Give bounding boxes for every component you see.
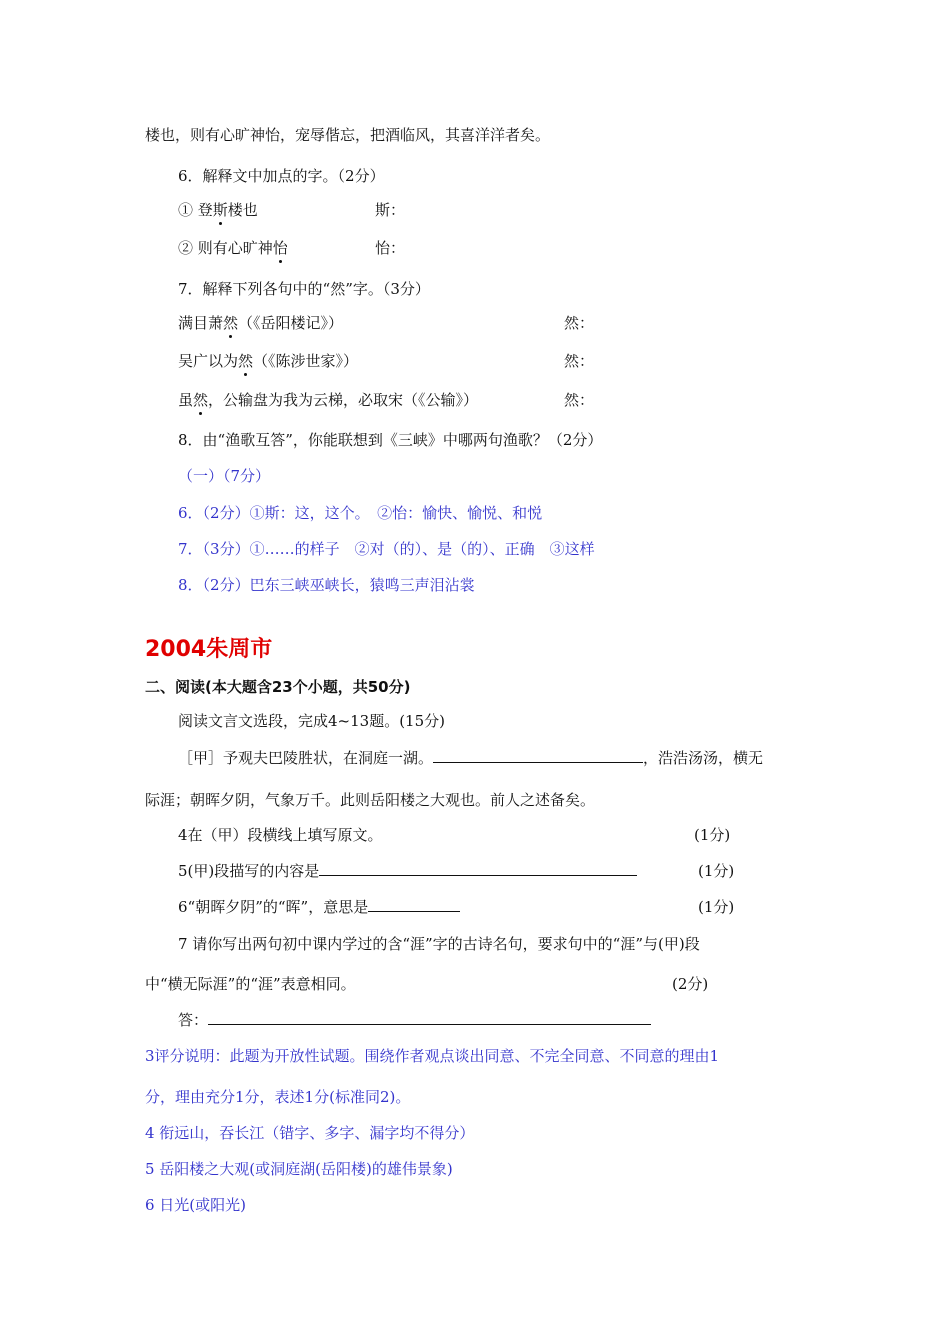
q7b-text-line1: 7 请你写出两句初中课内学过的含“涯”字的古诗名句，要求句中的“涯”与(甲)段 xyxy=(178,935,700,953)
q7-sentence-2 xyxy=(178,351,358,371)
q5-row xyxy=(178,861,637,881)
q6-item1-dotted-char: 斯 xyxy=(212,201,228,219)
q5-text: 5(甲)段描写的内容是 xyxy=(178,862,320,880)
answer-6b: 6 日光(或阳光) xyxy=(145,1196,247,1214)
answer-blank-line xyxy=(208,1010,651,1025)
q7-s2-dotted-char: 然 xyxy=(238,352,254,370)
q6-item1-text-b: 楼也 xyxy=(227,201,258,219)
answer-5: 5 岳阳楼之大观(或洞庭湖(岳阳楼)的雄伟景象) xyxy=(145,1160,453,1178)
q6-item2 xyxy=(178,238,288,258)
q6b-blank-line xyxy=(368,897,460,912)
passage-continuation: 楼也，则有心旷神怡，宠辱偕忘，把酒临风，其喜洋洋者矣。 xyxy=(145,126,551,144)
q7-s2-text-a: 吴广以为 xyxy=(178,352,239,370)
answer-7: 7．（3分）①……的样子 ②对（的）、是（的）、正确 ③这样 xyxy=(178,540,595,558)
q7-s3-text-b: ，公输盘为我为云梯，必取宋（《公输》） xyxy=(208,391,479,409)
q7-s1-label: 然： xyxy=(564,314,595,332)
q7-title: 7．解释下列各句中的“然”字。（3分） xyxy=(178,280,430,298)
q7-s3-text-a: 虽 xyxy=(178,391,194,409)
q7-s3-label: 然： xyxy=(564,391,595,409)
q8-title: 8．由“渔歌互答”，你能联想到《三峡》中哪两句渔歌？（2分） xyxy=(178,431,603,449)
answer-row xyxy=(178,1010,651,1030)
answer-header: （一）（7分） xyxy=(178,467,271,485)
reading-instruction: 阅读文言文选段，完成4~13题。(15分) xyxy=(178,712,445,730)
q7-sentence-1 xyxy=(178,313,343,333)
q6-title: 6．解释文中加点的字。（2分） xyxy=(178,167,385,185)
fill-blank-line xyxy=(433,748,643,763)
q7-s2-label: 然： xyxy=(564,352,595,370)
answer-4: 4 衔远山，吞长江（错字、多字、漏字均不得分） xyxy=(145,1124,475,1142)
q7b-text-line2: 中“横无际涯”的“涯”表意相同。 xyxy=(145,975,356,993)
q6b-text: 6“朝晖夕阴”的“晖”，意思是 xyxy=(178,898,369,916)
answer-3-line1: 3评分说明：此题为开放性试题。围绕作者观点谈出同意、不完全同意、不同意的理由1 xyxy=(145,1047,720,1065)
answer-6: 6．（2分）①斯：这，这个。 ②怡：愉快、愉悦、和悦 xyxy=(178,504,543,522)
passage-line-2: 际涯；朝晖夕阴，气象万千。此则岳阳楼之大观也。前人之述备矣。 xyxy=(145,791,596,809)
passage-b: ，浩浩汤汤，横无 xyxy=(643,749,764,767)
q6-item2-dotted-char: 怡 xyxy=(272,239,288,257)
q6b-row xyxy=(178,897,460,917)
q4-text: 4在（甲）段横线上填写原文。 xyxy=(178,826,383,844)
q7-sentence-3 xyxy=(178,390,478,410)
q5-points: (1分) xyxy=(698,862,735,880)
q7-s2-text-b: （《陈涉世家》） xyxy=(253,352,359,370)
answer-3-line2: 分，理由充分1分，表述1分(标准同2)。 xyxy=(145,1088,411,1106)
q4-points: (1分) xyxy=(694,826,731,844)
q6-item1 xyxy=(178,200,258,220)
part-title: 二、阅读(本大题含23个小题，共50分) xyxy=(145,678,411,696)
q7b-points: (2分) xyxy=(672,975,709,993)
q7-s1-text-a: 满目萧 xyxy=(178,314,224,332)
section-heading: 2004朱周市 xyxy=(145,637,273,662)
passage-line-1 xyxy=(178,748,763,768)
q7-s1-text-b: （《岳阳楼记》） xyxy=(238,314,344,332)
q7-s1-dotted-char: 然 xyxy=(223,314,239,332)
answer-label: 答： xyxy=(178,1011,209,1029)
answer-8: 8．（2分）巴东三峡巫峡长，猿鸣三声泪沾裳 xyxy=(178,576,475,594)
q6-item1-label: 斯： xyxy=(375,201,406,219)
q6-item2-label: 怡： xyxy=(375,239,406,257)
q7-s3-dotted-char: 然 xyxy=(193,391,209,409)
q5-blank-line xyxy=(319,861,637,876)
passage-a: ［甲］予观夫巴陵胜状，在洞庭一湖。 xyxy=(178,749,434,767)
q6-item1-text-a: ① 登 xyxy=(178,201,213,219)
q6-item2-text-a: ② 则有心旷神 xyxy=(178,239,273,257)
q6b-points: (1分) xyxy=(698,898,735,916)
